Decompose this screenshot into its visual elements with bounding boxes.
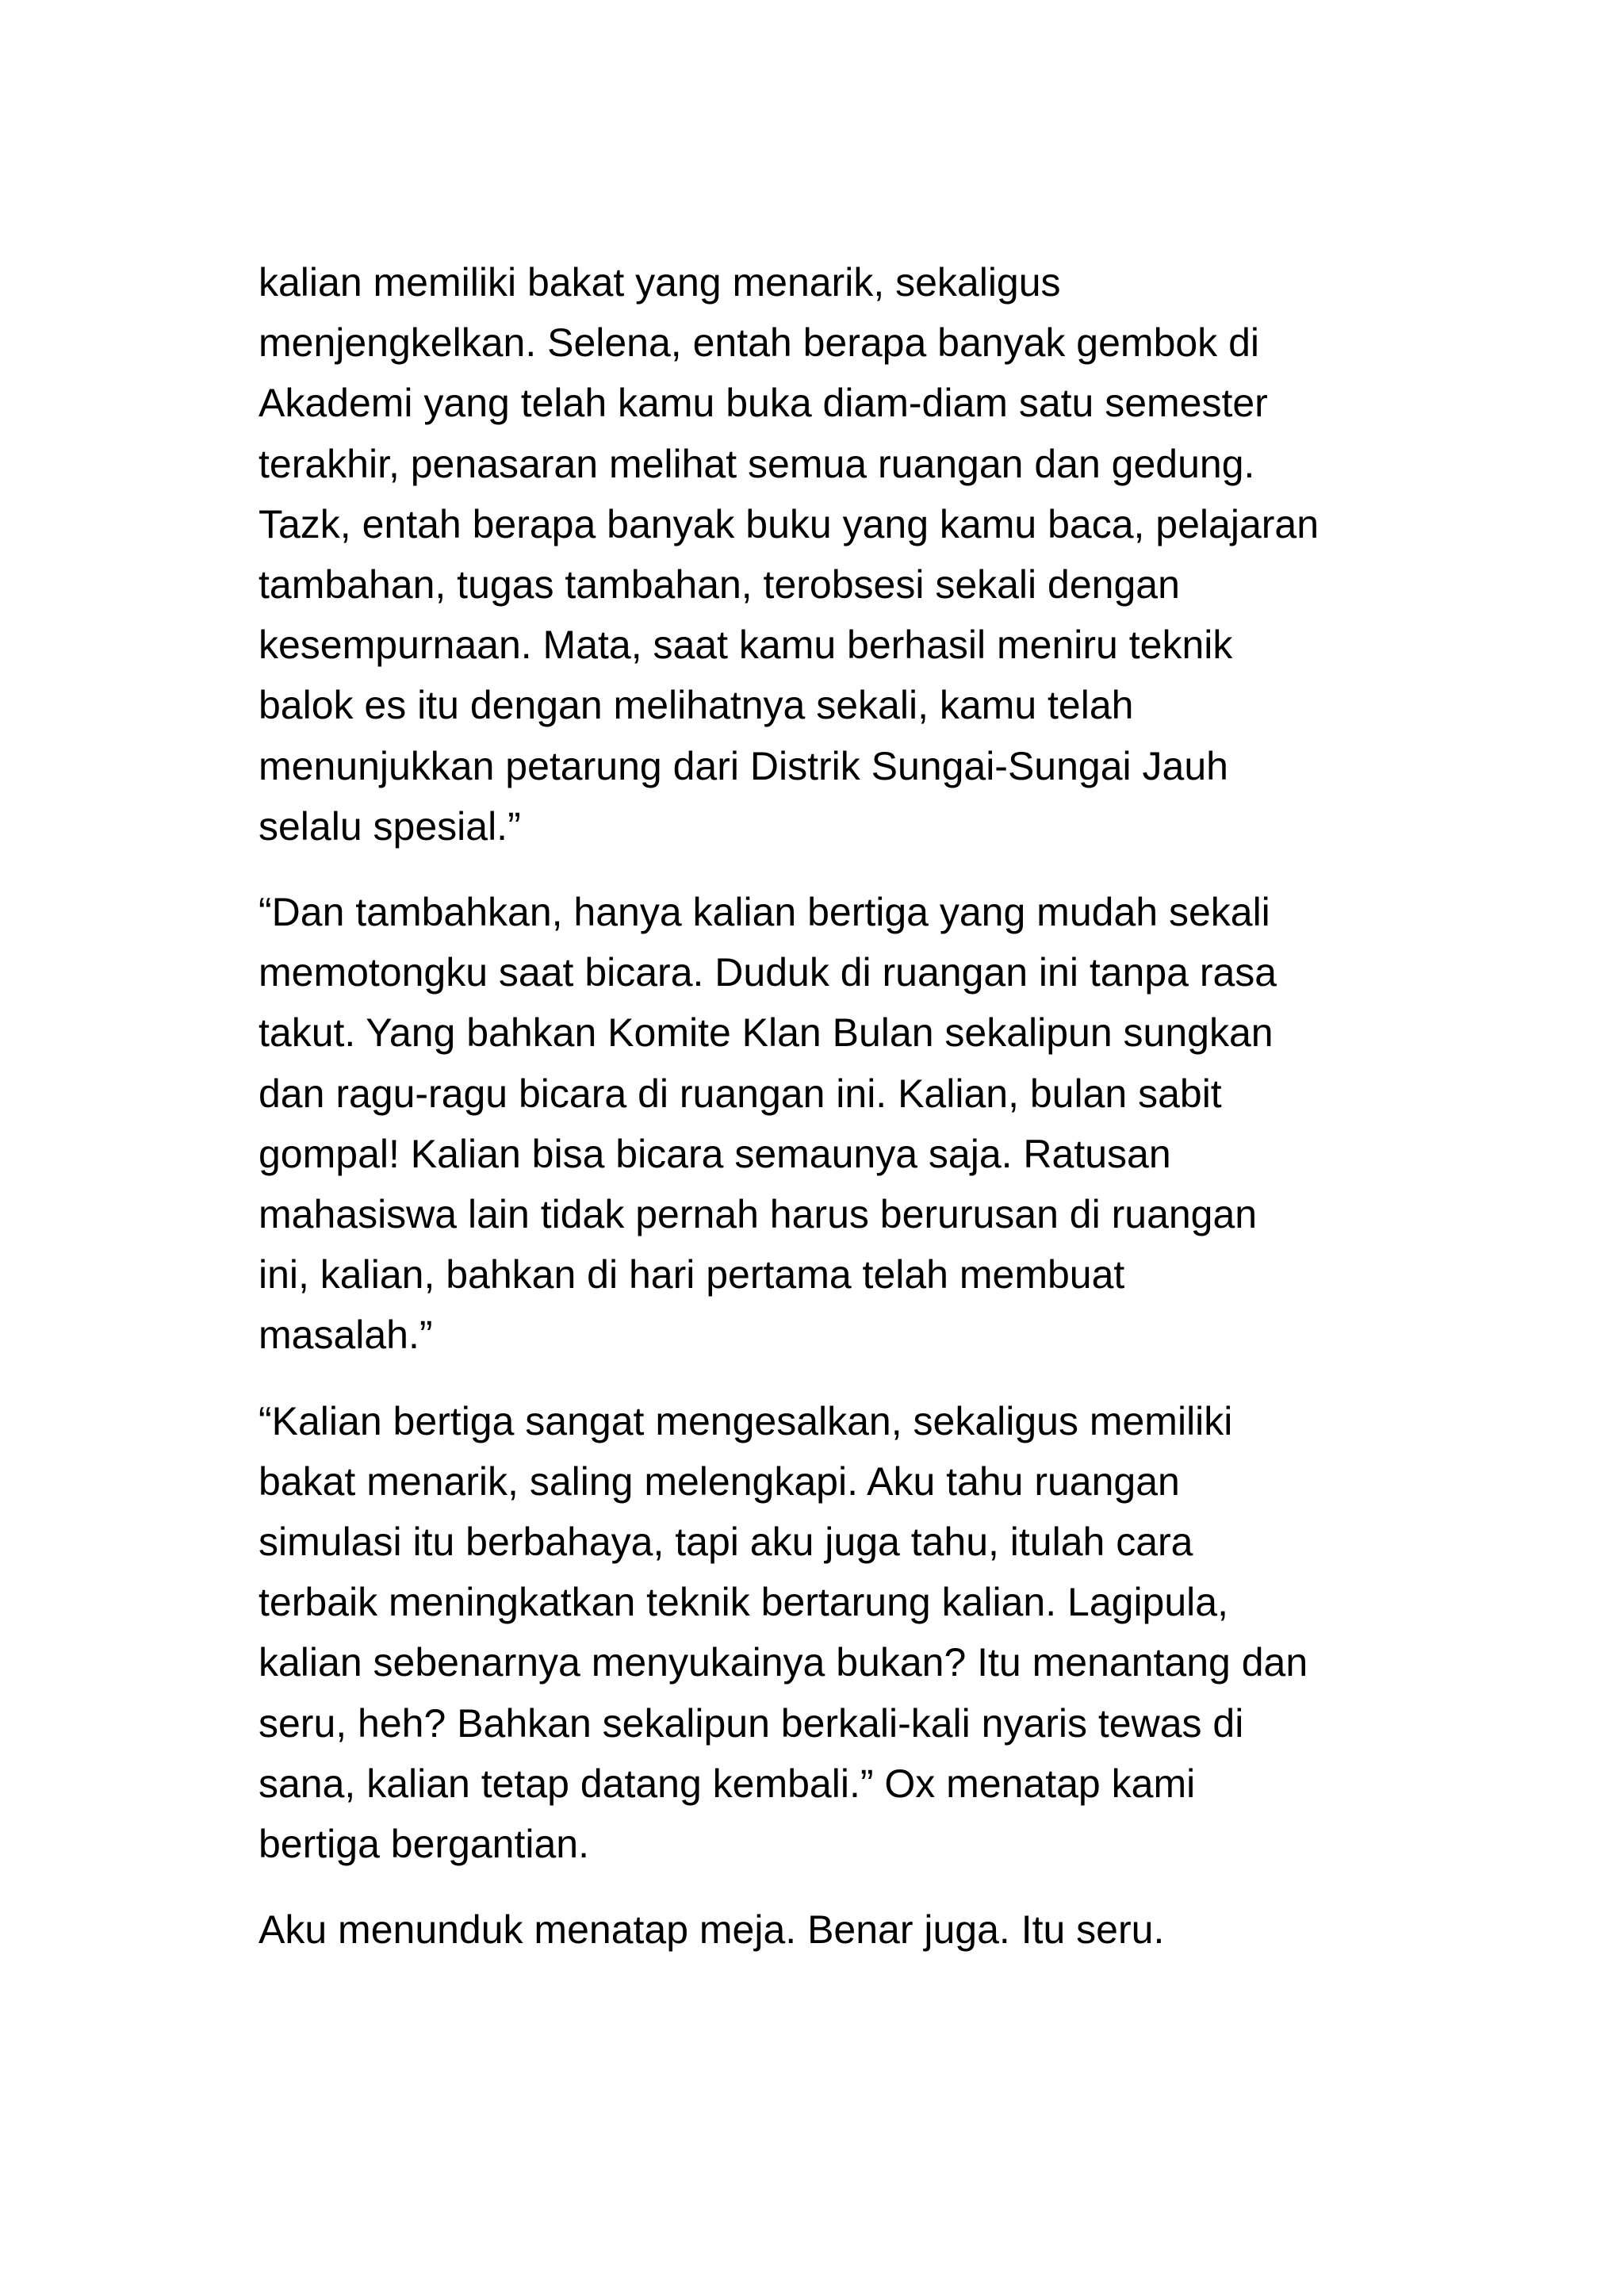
text-line: kalian sebenarnya menyukainya bukan? Itu menantang dan [259, 1640, 1308, 1685]
text-line: terakhir, penasaran melihat semua ruangan dan gedung. [259, 441, 1255, 486]
text-line: kesempurnaan. Mata, saat kamu berhasil meniru teknik [259, 623, 1233, 668]
text-line: selalu spesial.” [259, 803, 521, 849]
text-line: “Kalian bertiga sangat mengesalkan, sekaligus memiliki [259, 1398, 1233, 1443]
text-line: masalah.” [259, 1313, 433, 1358]
text-line: menjengkelkan. Selena, entah berapa banyak gembok di [259, 320, 1259, 366]
text-line: bakat menarik, saling melengkapi. Aku tahu ruangan [259, 1458, 1180, 1504]
text-line: balok es itu dengan melihatnya sekali, kamu telah [259, 683, 1134, 728]
text-line: dan ragu-ragu bicara di ruangan ini. Kalian, bulan sabit [259, 1071, 1222, 1116]
paragraph-3 [259, 1391, 1448, 1875]
paragraph-1 [259, 252, 1448, 857]
paragraph-2 [259, 882, 1448, 1366]
text-line: bertiga bergantian. [259, 1822, 589, 1867]
text-line: Tazk, entah berapa banyak buku yang kamu baca, pelajaran [259, 501, 1320, 546]
text-line: “Dan tambahkan, hanya kalian bertiga yang mudah sekali [259, 890, 1270, 935]
text-line: mahasiswa lain tidak pernah harus berurusan di ruangan [259, 1192, 1258, 1237]
text-line: menunjukkan petarung dari Distrik Sungai-Sungai Jauh [259, 743, 1228, 788]
text-line: sana, kalian tetap datang kembali.” Ox menatap kami [259, 1761, 1196, 1806]
text-line: memotongku saat bicara. Duduk di ruangan ini tanpa rasa [259, 950, 1277, 995]
text-line: takut. Yang bahkan Komite Klan Bulan sekalipun sungkan [259, 1010, 1274, 1056]
text-line: Akademi yang telah kamu buka diam-diam satu semester [259, 381, 1268, 426]
text-line: terbaik meningkatkan teknik bertarung kalian. Lagipula, [259, 1580, 1228, 1625]
text-line: Aku menunduk menatap meja. Benar juga. Itu seru. [259, 1907, 1165, 1953]
text-line: simulasi itu berbahaya, tapi aku juga tahu, itulah cara [259, 1520, 1193, 1565]
text-line: kalian memiliki bakat yang menarik, sekaligus [259, 260, 1061, 305]
paragraph-4 [259, 1899, 1448, 1960]
text-line: tambahan, tugas tambahan, terobsesi sekali dengan [259, 562, 1180, 608]
body-text [259, 252, 1448, 1985]
text-line: gompal! Kalian bisa bicara semaunya saja. Ratusan [259, 1131, 1171, 1176]
text-line: ini, kalian, bahkan di hari pertama telah membuat [259, 1252, 1125, 1297]
text-line: seru, heh? Bahkan sekalipun berkali-kali nyaris tewas di [259, 1700, 1244, 1746]
